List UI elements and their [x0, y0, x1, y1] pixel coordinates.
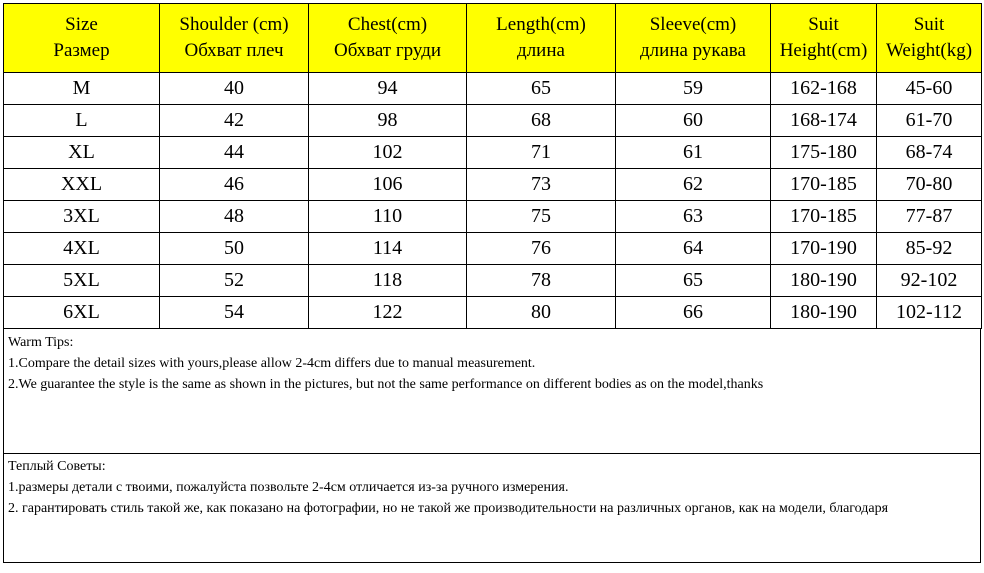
column-header-line1: Suit	[808, 14, 839, 35]
column-header-line2: длина	[517, 40, 565, 61]
table-cell: 5XL	[4, 265, 160, 297]
table-row	[4, 201, 982, 233]
table-cell: 46	[160, 169, 309, 201]
column-header-line2: Weight(kg)	[885, 40, 973, 61]
warm-tips-english	[3, 329, 981, 454]
table-cell: 175-180	[771, 137, 877, 169]
size-table	[3, 3, 982, 329]
table-cell: 118	[309, 265, 467, 297]
table-cell: 6XL	[4, 297, 160, 329]
column-header-line1: Size	[65, 14, 98, 35]
table-cell: 85-92	[877, 233, 982, 265]
table-cell: 170-190	[771, 233, 877, 265]
column-header	[160, 4, 309, 73]
table-cell: 54	[160, 297, 309, 329]
table-cell: L	[4, 105, 160, 137]
table-cell: 162-168	[771, 73, 877, 105]
table-cell: 73	[467, 169, 616, 201]
table-row	[4, 73, 982, 105]
table-cell: 122	[309, 297, 467, 329]
column-header-line2: Размер	[53, 40, 110, 61]
column-header-line2: Height(cm)	[779, 40, 868, 61]
table-cell: 52	[160, 265, 309, 297]
column-header-line1: Sleeve(cm)	[649, 14, 737, 35]
table-cell: 106	[309, 169, 467, 201]
table-body	[4, 73, 982, 329]
table-cell: XXL	[4, 169, 160, 201]
table-row	[4, 169, 982, 201]
column-header-line2: длина рукава	[640, 40, 746, 61]
column-header	[771, 4, 877, 73]
table-cell: 168-174	[771, 105, 877, 137]
column-header	[877, 4, 982, 73]
table-row	[4, 297, 982, 329]
tips-line: 2. гарантировать стиль такой же, как показано на фотографии, но не такой же производительности на различных органов, как на модели, благодаря	[8, 501, 889, 516]
tips-line: 1.Compare the detail sizes with yours,please allow 2-4cm differs due to manual measurement.	[8, 356, 536, 371]
table-row	[4, 233, 982, 265]
column-header-line1: Length(cm)	[496, 14, 586, 35]
table-row	[4, 265, 982, 297]
table-cell: 3XL	[4, 201, 160, 233]
column-header-line2: Обхват плеч	[184, 40, 284, 61]
table-cell: 94	[309, 73, 467, 105]
table-cell: 75	[467, 201, 616, 233]
column-header-line1: Suit	[913, 14, 945, 35]
table-cell: 68	[467, 105, 616, 137]
table-header-row	[4, 4, 982, 73]
table-cell: 180-190	[771, 297, 877, 329]
table-cell: 98	[309, 105, 467, 137]
table-cell: 110	[309, 201, 467, 233]
table-cell: M	[4, 73, 160, 105]
table-cell: 170-185	[771, 169, 877, 201]
column-header-line1: Shoulder (cm)	[179, 14, 289, 35]
tips-line: 2.We guarantee the style is the same as shown in the pictures, but not the same performance on different bodies as on the model,thanks	[8, 377, 764, 392]
table-cell: 64	[616, 233, 771, 265]
table-cell: 77-87	[877, 201, 982, 233]
table-cell: 50	[160, 233, 309, 265]
column-header-line2: Обхват груди	[333, 40, 442, 61]
table-cell: 71	[467, 137, 616, 169]
table-cell: 92-102	[877, 265, 982, 297]
table-cell: 42	[160, 105, 309, 137]
table-cell: 114	[309, 233, 467, 265]
column-header	[309, 4, 467, 73]
table-cell: 170-185	[771, 201, 877, 233]
table-cell: 59	[616, 73, 771, 105]
table-cell: 60	[616, 105, 771, 137]
table-cell: 65	[467, 73, 616, 105]
table-cell: 65	[616, 265, 771, 297]
tips-title: Теплый Советы:	[8, 459, 106, 474]
table-cell: 44	[160, 137, 309, 169]
table-cell: 80	[467, 297, 616, 329]
table-cell: 48	[160, 201, 309, 233]
table-cell: 61	[616, 137, 771, 169]
table-cell: 70-80	[877, 169, 982, 201]
table-cell: 61-70	[877, 105, 982, 137]
table-cell: 102	[309, 137, 467, 169]
table-cell: 66	[616, 297, 771, 329]
column-header-line1: Chest(cm)	[347, 14, 428, 35]
warm-tips-russian	[3, 454, 981, 563]
column-header	[467, 4, 616, 73]
table-cell: 180-190	[771, 265, 877, 297]
table-cell: 102-112	[877, 297, 982, 329]
table-cell: 4XL	[4, 233, 160, 265]
table-cell: 78	[467, 265, 616, 297]
column-header	[4, 4, 160, 73]
column-header	[616, 4, 771, 73]
table-row	[4, 137, 982, 169]
table-cell: 45-60	[877, 73, 982, 105]
table-cell: 62	[616, 169, 771, 201]
table-cell: XL	[4, 137, 160, 169]
table-cell: 40	[160, 73, 309, 105]
size-chart	[3, 3, 981, 563]
table-cell: 76	[467, 233, 616, 265]
tips-title: Warm Tips:	[8, 335, 74, 350]
table-cell: 63	[616, 201, 771, 233]
table-row	[4, 105, 982, 137]
tips-line: 1.размеры детали с твоими, пожалуйста позвольте 2-4см отличается из-за ручного измерения.	[8, 480, 569, 495]
table-cell: 68-74	[877, 137, 982, 169]
